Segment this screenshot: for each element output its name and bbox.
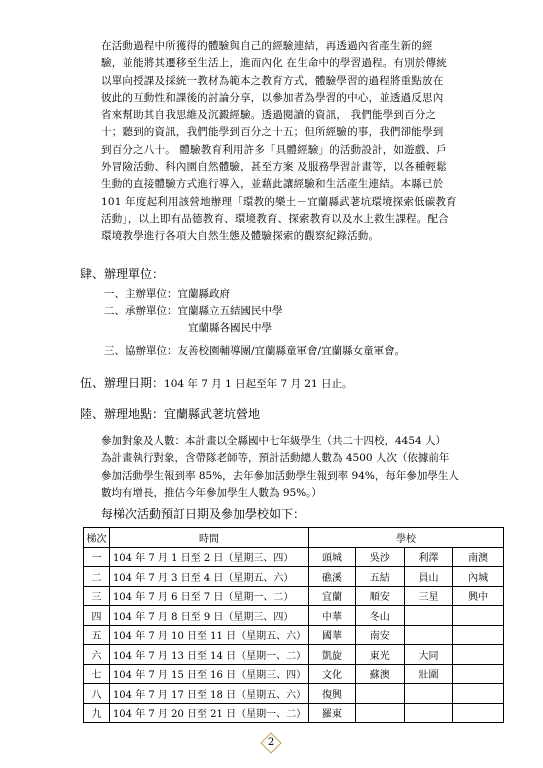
section5-value: 104 年 7 月 1 日起至年 7 月 21 日止。 bbox=[164, 378, 353, 390]
school-cell: 南澳 bbox=[453, 547, 504, 567]
schedule-row bbox=[84, 625, 504, 645]
school-cell bbox=[453, 625, 504, 645]
batch-cell: 二 bbox=[84, 567, 110, 587]
batch-cell: 四 bbox=[84, 606, 110, 626]
intro-line: 環境教學進行各項大自然生態及體驗探索的觀察紀錄活動。 bbox=[101, 230, 380, 243]
school-cell: 南安 bbox=[355, 625, 404, 645]
time-cell: 104 年 7 月 6 日至 7 日（星期一、二） bbox=[109, 586, 308, 606]
time-cell: 104 年 7 月 8 日至 9 日（星期三、四） bbox=[109, 606, 308, 626]
time-cell: 104 年 7 月 3 日至 4 日（星期五、六） bbox=[109, 567, 308, 587]
time-cell: 104 年 7 月 20 日至 21 日（星期一、二） bbox=[109, 703, 308, 723]
co-host-line: 三、協辦單位：友善校園輔導團/宜蘭縣童軍會/宜蘭縣女童軍會。 bbox=[104, 345, 406, 357]
school-cell: 頭城 bbox=[309, 547, 356, 567]
school-cell bbox=[404, 625, 453, 645]
participants-line: 參加活動學生報到率 85%，去年參加活動學生報到率 94%，每年參加學生人 bbox=[101, 469, 459, 482]
intro-paragraph bbox=[101, 38, 501, 246]
section6-title: 陸、辦理地點：宜蘭縣武荖坑營地 bbox=[80, 407, 261, 421]
school-cell: 興中 bbox=[453, 586, 504, 606]
school-cell: 員山 bbox=[404, 567, 453, 587]
schedule-caption: 每梯次活動預訂日期及參加學校如下： bbox=[101, 507, 306, 521]
page-number bbox=[260, 732, 282, 754]
school-cell: 內城 bbox=[453, 567, 504, 587]
batch-cell: 六 bbox=[84, 645, 110, 665]
schedule-row bbox=[84, 684, 504, 704]
school-cell: 國華 bbox=[309, 625, 356, 645]
host-line-1: 二、承辦單位：宜蘭縣立五結國民中學 bbox=[104, 305, 283, 317]
schedule-table bbox=[83, 527, 504, 723]
header-batch: 梯次 bbox=[84, 528, 110, 548]
batch-cell: 五 bbox=[84, 625, 110, 645]
batch-cell: 八 bbox=[84, 684, 110, 704]
intro-line: 在活動過程中所獲得的體驗與自己的經驗連結，再透過內省產生新的經 bbox=[101, 40, 433, 52]
page-number-text: 2 bbox=[267, 737, 275, 748]
schedule-row bbox=[84, 547, 504, 567]
time-cell: 104 年 7 月 17 日至 18 日（星期五、六） bbox=[109, 684, 308, 704]
school-cell: 凱旋 bbox=[309, 645, 356, 665]
participants-line: 數均有增長，推估今年參加學生人數為 95%。） bbox=[101, 486, 322, 499]
schedule-header-row bbox=[84, 528, 504, 548]
time-cell: 104 年 7 月 13 日至 14 日（星期一、二） bbox=[109, 645, 308, 665]
school-cell bbox=[404, 703, 453, 723]
intro-line: 活動」，以上即有品德教育、環境教育、探索教育以及水上救生課程。配合 bbox=[101, 212, 449, 225]
school-cell bbox=[453, 606, 504, 626]
school-cell: 冬山 bbox=[355, 606, 404, 626]
school-cell: 復興 bbox=[309, 684, 356, 704]
header-schools: 學校 bbox=[309, 528, 504, 548]
organizer-line: 一、主辦單位：宜蘭縣政府 bbox=[104, 288, 230, 300]
school-cell: 順安 bbox=[355, 586, 404, 606]
school-cell: 中華 bbox=[309, 606, 356, 626]
school-cell bbox=[404, 606, 453, 626]
schedule-row bbox=[84, 606, 504, 626]
school-cell: 蘇澳 bbox=[355, 664, 404, 684]
section5-line bbox=[80, 374, 353, 391]
time-cell: 104 年 7 月 1 日至 2 日（星期三、四） bbox=[109, 547, 308, 567]
intro-line: 101 年度起利用該營地辦理「環教的樂土－宜蘭縣武荖坑環境探索低碳教育 bbox=[101, 195, 457, 208]
intro-line: 到百分之八十。 體驗教育利用許多「具體經驗」的活動設計，如遊戲、戶 bbox=[101, 143, 447, 156]
school-cell: 東光 bbox=[355, 645, 404, 665]
school-cell: 大同 bbox=[404, 645, 453, 665]
intro-line: 十；聽到的資訊，我們能學到百分之十五；但所經驗的事，我們卻能學到 bbox=[101, 126, 444, 139]
school-cell: 宜蘭 bbox=[309, 586, 356, 606]
time-cell: 104 年 7 月 15 日至 16 日（星期三、四） bbox=[109, 664, 308, 684]
school-cell bbox=[453, 703, 504, 723]
school-cell bbox=[453, 664, 504, 684]
school-cell bbox=[453, 645, 504, 665]
participants-line: 為計畫執行對象，含帶隊老師等，預計活動總人數為 4500 人次（依據前年 bbox=[101, 452, 450, 465]
school-cell: 文化 bbox=[309, 664, 356, 684]
intro-line: 生動的直接體驗方式進行導入，並藉此讓經驗和生活產生連結。本縣已於 bbox=[101, 178, 444, 191]
host-line-2: 宜蘭縣各國民中學 bbox=[188, 322, 272, 334]
header-time: 時間 bbox=[109, 528, 308, 548]
school-cell bbox=[453, 684, 504, 704]
intro-line: 省來幫助其自我思維及沉澱經驗。透過閱讀的資訊， 我們能學到百分之 bbox=[101, 109, 437, 122]
batch-cell: 九 bbox=[84, 703, 110, 723]
time-cell: 104 年 7 月 10 日至 11 日（星期五、六） bbox=[109, 625, 308, 645]
school-cell: 五結 bbox=[355, 567, 404, 587]
section4-title: 肆、辦理單位： bbox=[80, 267, 165, 281]
participants-line: 參加對象及人數：本計畫以全縣國中七年級學生（共二十四校，4454 人） bbox=[101, 435, 447, 447]
school-cell: 利澤 bbox=[404, 547, 453, 567]
school-cell: 壯圍 bbox=[404, 664, 453, 684]
section5-title: 伍、辦理日期： bbox=[80, 376, 165, 390]
school-cell bbox=[355, 684, 404, 704]
school-cell bbox=[355, 703, 404, 723]
batch-cell: 一 bbox=[84, 547, 110, 567]
schedule-row bbox=[84, 664, 504, 684]
participants-paragraph bbox=[101, 433, 501, 502]
schedule-row bbox=[84, 645, 504, 665]
batch-cell: 七 bbox=[84, 664, 110, 684]
intro-line: 彼此的互動性和課後的討論分享，以參加者為學習的中心，並透過反思內 bbox=[101, 91, 444, 104]
intro-line: 驗，並能將其遷移至生活上，進而內化 在生命中的學習過程。有別於傳統 bbox=[101, 57, 447, 70]
intro-line: 外冒險活動、科內園自然體驗，甚至方案 及服務學習計畫等，以各種輕鬆 bbox=[101, 161, 447, 174]
batch-cell: 三 bbox=[84, 586, 110, 606]
intro-line: 以單向授課及採統一教材為範本之教育方式，體驗學習的過程將重點放在 bbox=[101, 74, 444, 87]
schedule-row bbox=[84, 586, 504, 606]
school-cell: 吳沙 bbox=[355, 547, 404, 567]
schedule-row bbox=[84, 567, 504, 587]
school-cell: 礁溪 bbox=[309, 567, 356, 587]
school-cell: 三星 bbox=[404, 586, 453, 606]
schedule-row bbox=[84, 703, 504, 723]
school-cell: 羅東 bbox=[309, 703, 356, 723]
school-cell bbox=[404, 684, 453, 704]
